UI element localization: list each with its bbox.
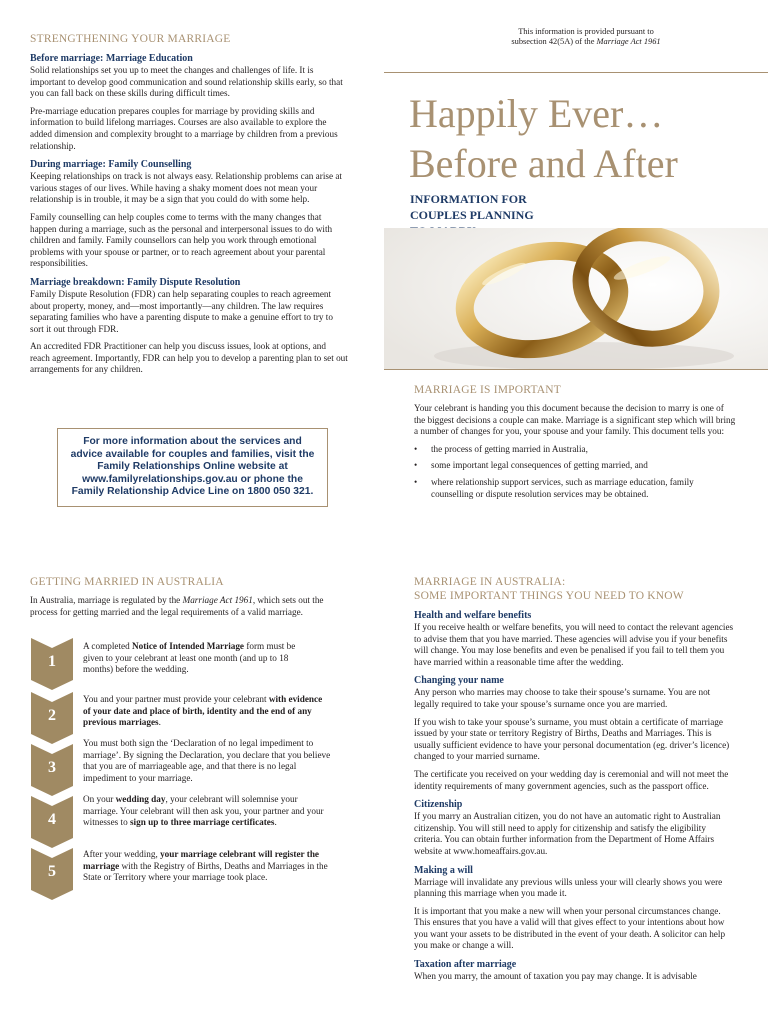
before-marriage-heading: Before marriage: Marriage Education: [30, 53, 193, 64]
legal-note-line-1: This information is provided pursuant to: [518, 27, 654, 36]
step-text-bold: with evidence of your date and place of birth, identity and the end of any previous marriages: [83, 694, 323, 728]
marriage-breakdown-heading: Marriage breakdown: Family Dispute Resolution: [30, 276, 241, 288]
things-to-know-section: [414, 575, 736, 989]
making-will-paragraph-2: It is important that you make a new will when your personal circumstances change. This ensures that you have a valid will that gives effect to your intentions about how you want your assets to be distributed in the event of your death. A solicitor can help you make or change a will.: [414, 905, 726, 951]
info-box-line-2: advice available for couples and families, visit the: [70, 448, 315, 460]
step-text-bold: wedding day: [115, 794, 166, 804]
hero-title-line-2: Before and After: [409, 141, 678, 186]
making-will-heading: Making a will: [414, 864, 473, 876]
info-box-line-1: For more information about the services and: [83, 436, 302, 447]
taxation-heading: Taxation after marriage: [414, 959, 517, 971]
hero-subtitle-line-1: INFORMATION FOR: [410, 192, 527, 206]
citizenship-paragraph: If you marry an Australian citizen, you do not have an automatic right to Australian citizenship. You will still need to apply for citizenship and satisfy the eligibility criteria. You can obtain further information from the Department of Home Affairs website at www.homeaffairs.gov.au.: [414, 811, 721, 856]
step-1-text: [83, 641, 313, 676]
step-5-chevron: [31, 848, 73, 900]
during-marriage-heading: During marriage: Family Counselling: [30, 159, 192, 171]
info-box-website-line[interactable]: www.familyrelationships.gov.au or phone the: [82, 473, 303, 485]
changing-name-paragraph-1: Any person who marries may choose to take their spouse’s surname. You are not legally required to take your spouse’s surname once you are married.: [414, 687, 711, 709]
list-item-text: some important legal consequences of getting married, and: [431, 460, 648, 471]
bullet-icon: •: [414, 460, 418, 471]
marriage-important-section: [414, 383, 736, 505]
step-3-text: [83, 738, 335, 784]
step-number: 1: [48, 653, 56, 670]
list-item-text: where relationship support services, such as marriage education, family counselling or dispute resolution services may be obtained.: [431, 476, 694, 499]
step-text-part: After your wedding,: [83, 849, 161, 859]
strengthening-section: [30, 32, 348, 382]
top-divider: [384, 72, 768, 73]
step-2-text: [83, 694, 329, 729]
before-marriage-paragraph-2: Pre-marriage education prepares couples for marriage by providing skills and information to build lifelong marriages. Courses are also available to explore the added dimension and complexity brought to a marriage by children from a previous relationship.: [30, 105, 338, 151]
step-2-chevron: [31, 692, 73, 744]
wedding-rings-image: [384, 228, 768, 370]
step-text-part: .: [158, 717, 161, 728]
step-text-bold: Notice of Intended Marriage: [132, 641, 245, 651]
strengthening-heading: STRENGTHENING YOUR MARRIAGE: [30, 33, 231, 45]
changing-name-paragraph-3: The certificate you received on your wedding day is ceremonial and will not meet the identity requirements of many government agencies, such as the passport office.: [414, 768, 729, 791]
legal-note-act: Marriage Act 1961: [596, 37, 661, 46]
hero-title-line-1: Happily Ever…: [409, 91, 664, 136]
legal-note: [466, 27, 706, 47]
info-box: [57, 428, 328, 507]
changing-name-paragraph-2: If you wish to take your spouse’s surname, you must obtain a certificate of marriage issued by your state or territory Registry of Births, Deaths and Marriages. This is usually sufficient evidence to have your personal documentation (eg. driver’s licence) changed to your married surname.: [414, 716, 730, 762]
marriage-breakdown-paragraph-1: Family Dispute Resolution (FDR) can help separating couples to reach agreement about property, money, and—most importantly—any children. The law requires separating families who have a parenting dispute to make a genuine effort to try to sort it out through FDR.: [30, 288, 333, 334]
things-to-know-heading-1: MARRIAGE IN AUSTRALIA:: [414, 576, 566, 588]
intro-act: Marriage Act 1961: [182, 595, 253, 605]
during-marriage-paragraph-2: Family counselling can help couples come to terms with the many changes that happen during a marriage, such as the personal and interpersonal issues to do with children and family. Family counsellors can help you work through emotional problems with your spouse or partner, or to reach agreement about your parental responsibilities.: [30, 211, 333, 269]
getting-married-intro: [30, 595, 348, 618]
marriage-important-intro: Your celebrant is handing you this document because the decision to marry is one of the biggest decisions a couple can make. Marriage is a significant step which will bring a number of changes for you, your spouse and your family. This document tells you:: [414, 403, 736, 437]
during-marriage-paragraph-1: Keeping relationships on track is not always easy. Relationship problems can arise at various stages of our lives. While having a shaky moment does not mean your relationship is in trouble, it may be a sign that you could do with some help.: [30, 171, 342, 205]
step-5-text: [83, 849, 345, 884]
step-text-part: A completed: [83, 641, 132, 651]
changing-name-heading: Changing your name: [414, 675, 504, 687]
making-will-paragraph-1: Marriage will invalidate any previous wills unless your will clearly shows you were planning this marriage when you made it.: [414, 876, 723, 899]
health-benefits-paragraph: If you receive health or welfare benefits, you will need to contact the relevant agencies to advise them that you have married. These agencies will advise you if your benefits will change. You may lose benefits and even be penalised if you fail to tell them you have married within a reasonable time after the wedding.: [414, 622, 734, 667]
step-1-chevron: [31, 638, 73, 690]
hero-title: [409, 92, 678, 186]
list-item: [414, 477, 736, 500]
info-box-line-3: Family Relationships Online website at: [97, 461, 288, 473]
before-marriage-paragraph-1: Solid relationships set you up to meet the changes and challenges of life. It is important to develop good communication and sound relationship skills early, so that you can fall back on these skills during difficult times.: [30, 65, 343, 99]
intro-suffix: , which sets out the process for getting married and the legal requirements of a valid marriage.: [30, 595, 324, 617]
taxation-paragraph: When you marry, the amount of taxation you pay may change. It is advisable: [414, 971, 697, 982]
step-number: 2: [48, 707, 56, 724]
getting-married-section: [30, 575, 348, 624]
getting-married-heading: GETTING MARRIED IN AUSTRALIA: [30, 576, 224, 588]
step-text-bold: your marriage celebrant will register the marriage: [83, 849, 320, 871]
step-text-part: .: [274, 817, 277, 828]
step-text-bold: sign up to three marriage certificates: [129, 817, 275, 828]
marriage-important-heading: MARRIAGE IS IMPORTANT: [414, 384, 561, 396]
bullet-icon: •: [414, 476, 418, 487]
step-text-part: form must be given to your celebrant at least one month (and up to 18 months) before the wedding.: [83, 641, 296, 675]
step-number: 5: [48, 863, 56, 880]
step-text-part: with the Registry of Births, Deaths and Marriages in the State or Territory where your marriage took place.: [83, 860, 328, 883]
marriage-breakdown-paragraph-2: An accredited FDR Practitioner can help you discuss issues, look at options, and reach agreement. Importantly, FDR can help you to develop a parenting plan to set out arrangements for any children.: [30, 341, 348, 375]
health-benefits-heading: Health and welfare benefits: [414, 610, 532, 621]
hero-subtitle-line-2: COUPLES PLANNING: [410, 208, 534, 222]
step-number: 3: [48, 759, 56, 776]
list-item: [414, 444, 736, 456]
step-number: 4: [48, 811, 56, 828]
things-to-know-heading-2: SOME IMPORTANT THINGS YOU NEED TO KNOW: [414, 590, 684, 602]
step-4-chevron: [31, 796, 73, 848]
info-box-phone-line[interactable]: Family Relationship Advice Line on 1800 050 321.: [71, 486, 314, 498]
step-3-chevron: [31, 744, 73, 796]
step-text-part: You must both sign the ‘Declaration of no legal impediment to marriage’. By signing the Declaration, you declare that you believe that you are of marriageable age, and that there is no legal impediment to your marriage.: [83, 738, 331, 783]
legal-note-prefix: subsection 42(5A) of the: [511, 37, 597, 46]
marriage-important-list: [414, 444, 736, 500]
intro-prefix: In Australia, marriage is regulated by the: [30, 595, 183, 605]
step-text-part: You and your partner must provide your celebrant: [83, 694, 269, 704]
legal-note-line-2: [466, 37, 706, 47]
hero-bottom-divider: [384, 369, 768, 370]
citizenship-heading: Citizenship: [414, 799, 463, 811]
step-text-part: On your: [83, 794, 116, 804]
step-4-text: [83, 794, 329, 829]
list-item: [414, 460, 736, 472]
bullet-icon: •: [414, 443, 418, 454]
list-item-text: the process of getting married in Australia,: [431, 443, 588, 454]
step-text-part: , your celebrant will solemnise your marriage. Your celebrant will then ask you, your partner and your witnesses to: [83, 794, 324, 828]
